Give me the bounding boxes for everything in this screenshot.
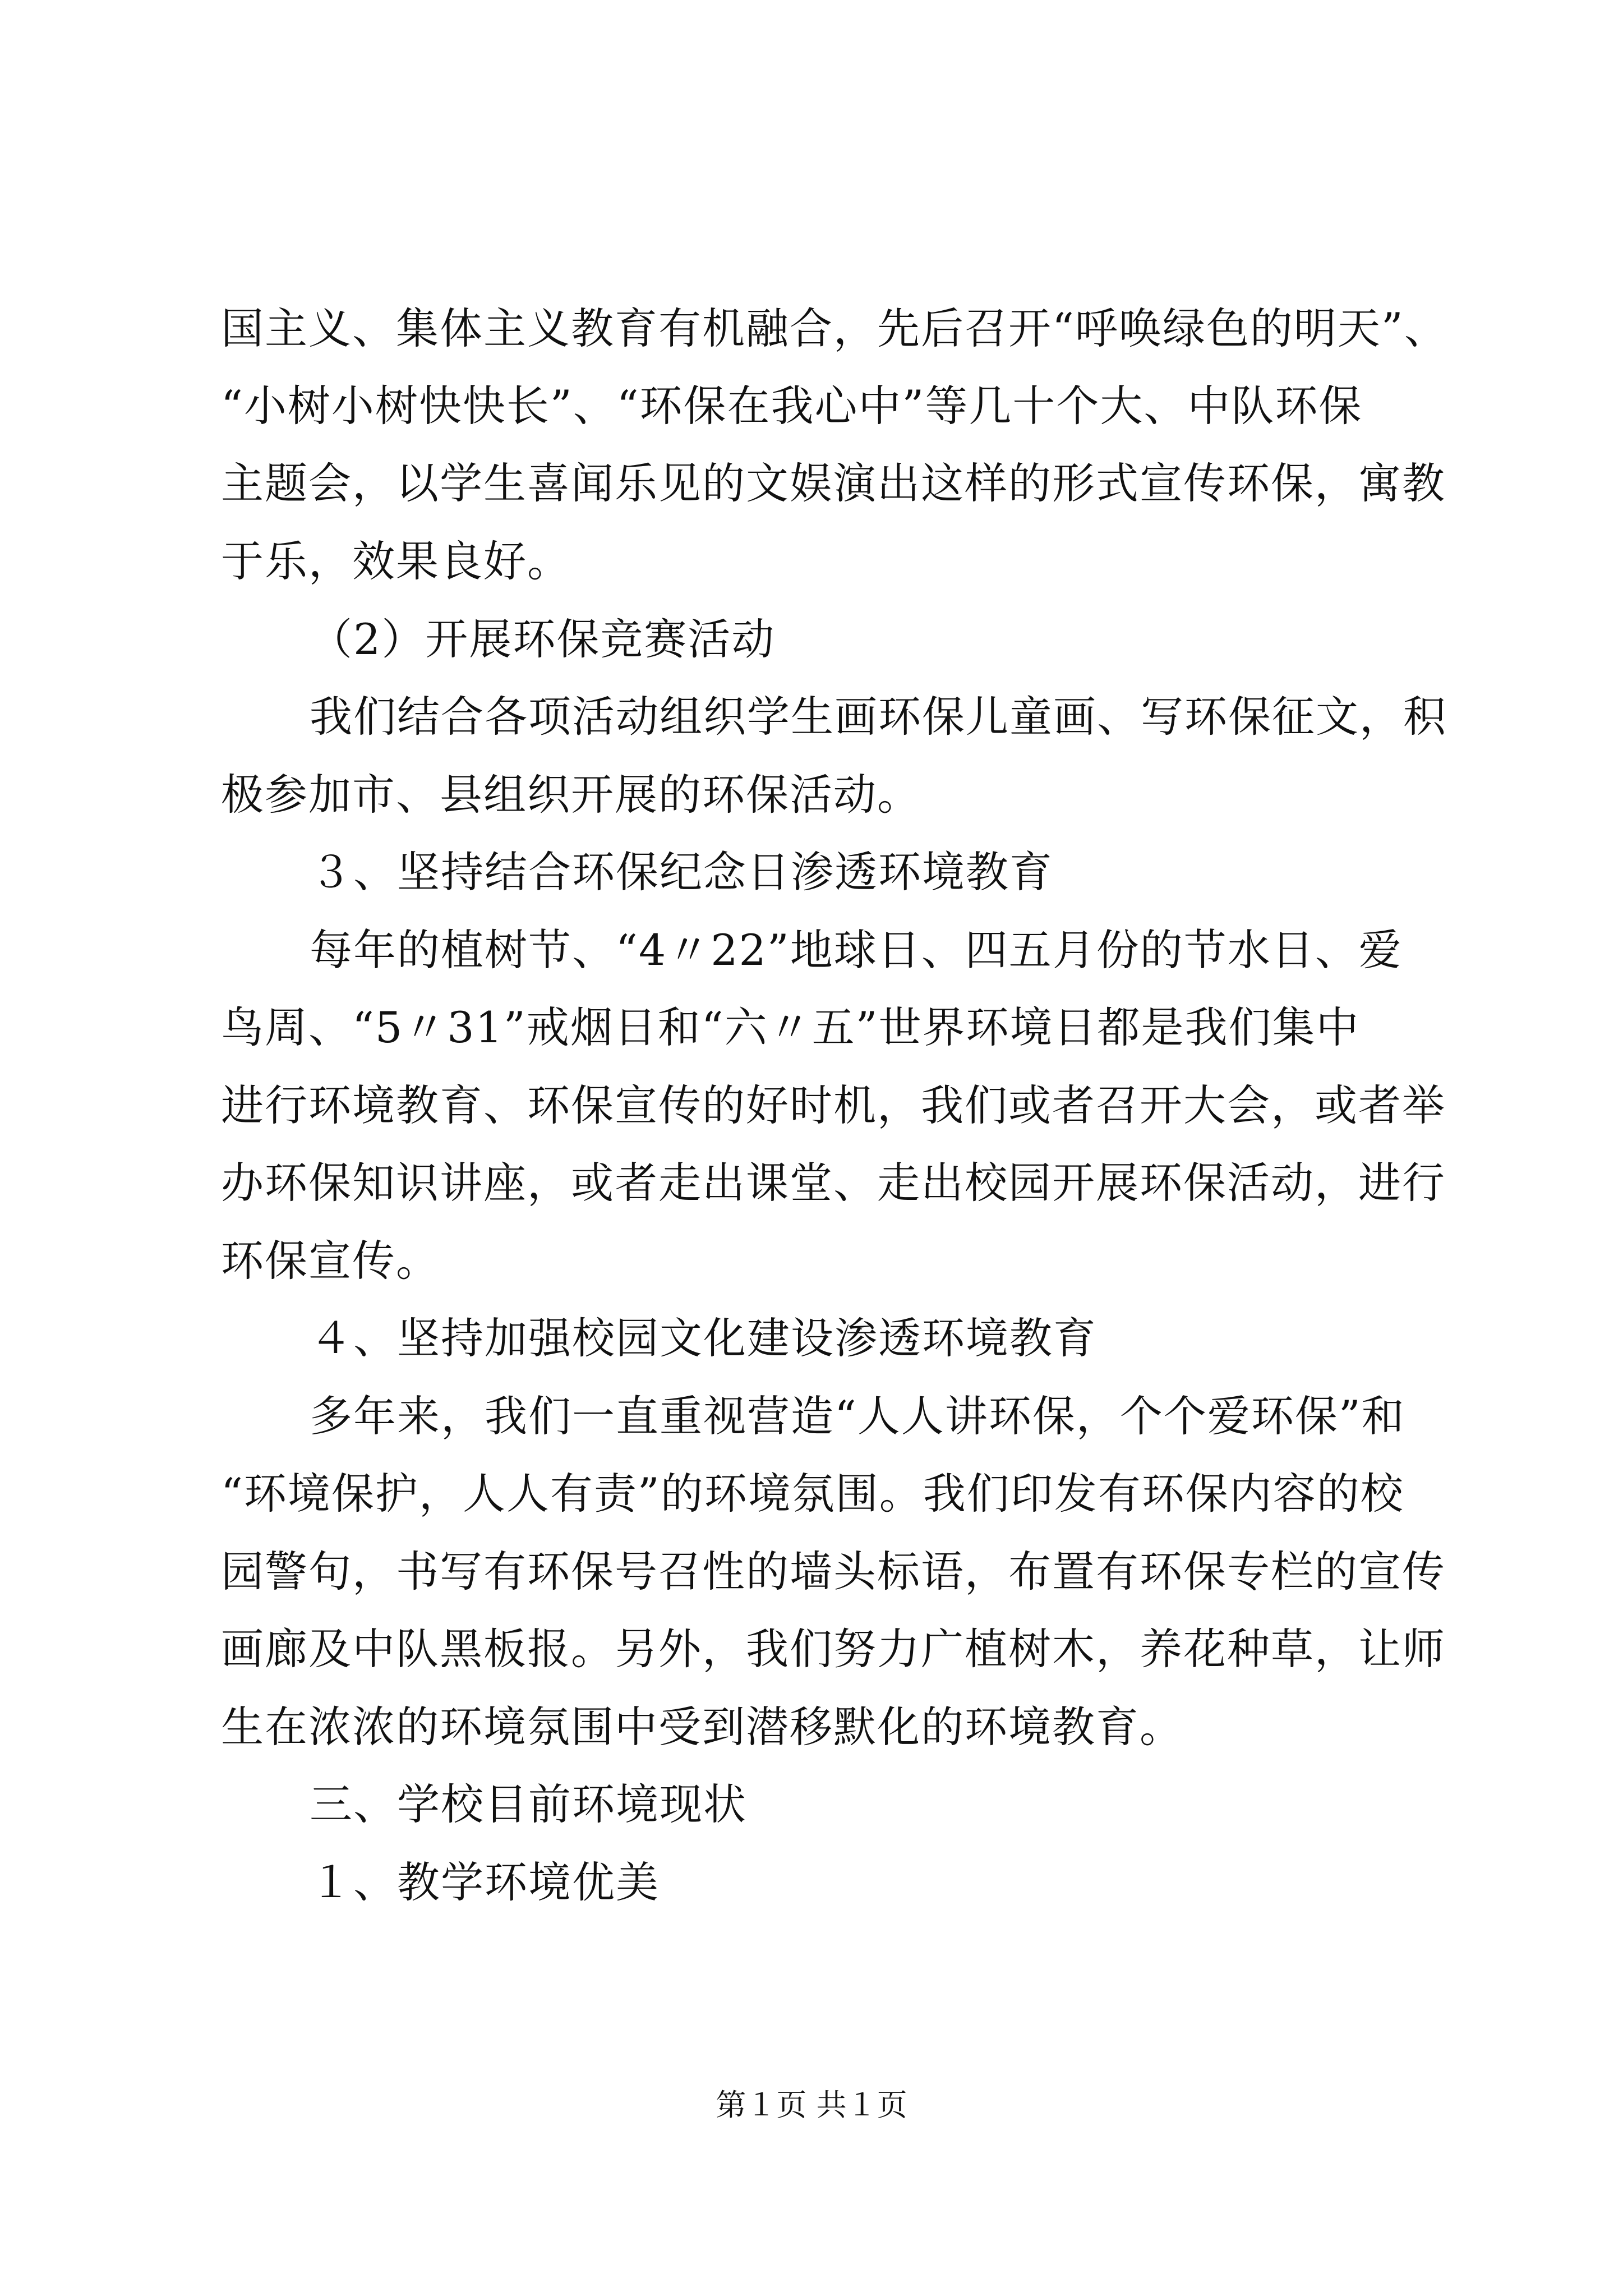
- text-line: 主题会，以学生喜闻乐见的文娱演出这样的形式宣传环保，寓教: [221, 458, 1446, 508]
- text-line: “小树小树快快长”、“环保在我心中”等几十个大、中队环保: [221, 381, 1363, 431]
- text-line: “环境保护，人人有责”的环境氛围。我们印发有环保内容的校: [221, 1469, 1404, 1519]
- text-line: 每年的植树节、“4〃22”地球日、四五月份的节水日、爱: [310, 925, 1403, 975]
- section-heading: ４、坚持加强校园文化建设渗透环境教育: [310, 1313, 1097, 1363]
- text-line: 鸟周、“5〃31”戒烟日和“六〃五”世界环境日都是我们集中: [221, 1002, 1360, 1052]
- section-heading: 三、学校目前环境现状: [310, 1779, 747, 1829]
- text-line: 于乐，效果良好。: [221, 536, 571, 586]
- text-line: 进行环境教育、环保宣传的好时机，我们或者召开大会，或者举: [221, 1080, 1446, 1130]
- text-line: 环保宣传。: [221, 1236, 440, 1286]
- text-line: 极参加市、县组织开展的环保活动。: [221, 770, 921, 820]
- text-line: 画廊及中队黑板报。另外，我们努力广植树木，养花种草，让师: [221, 1624, 1446, 1674]
- page-footer: 第１页 共１页: [716, 2087, 907, 2123]
- text-line: 多年来，我们一直重视营造“人人讲环保，个个爱环保”和: [310, 1391, 1405, 1441]
- text-line: 我们结合各项活动组织学生画环保儿童画、写环保征文，积: [310, 692, 1447, 742]
- section-heading: （2）开展环保竞赛活动: [310, 614, 776, 664]
- text-line: 国主义、集体主义教育有机融合，先后召开“呼唤绿色的明天”、: [221, 303, 1448, 353]
- text-line: 生在浓浓的环境氛围中受到潜移默化的环境教育。: [221, 1702, 1183, 1752]
- section-heading: ３、坚持结合环保纪念日渗透环境教育: [310, 847, 1053, 897]
- text-line: 园警句，书写有环保号召性的墙头标语，布置有环保专栏的宣传: [221, 1547, 1446, 1596]
- text-line: 办环保知识讲座，或者走出课堂、走出校园开展环保活动，进行: [221, 1158, 1446, 1208]
- section-heading: １、教学环境优美: [310, 1857, 660, 1907]
